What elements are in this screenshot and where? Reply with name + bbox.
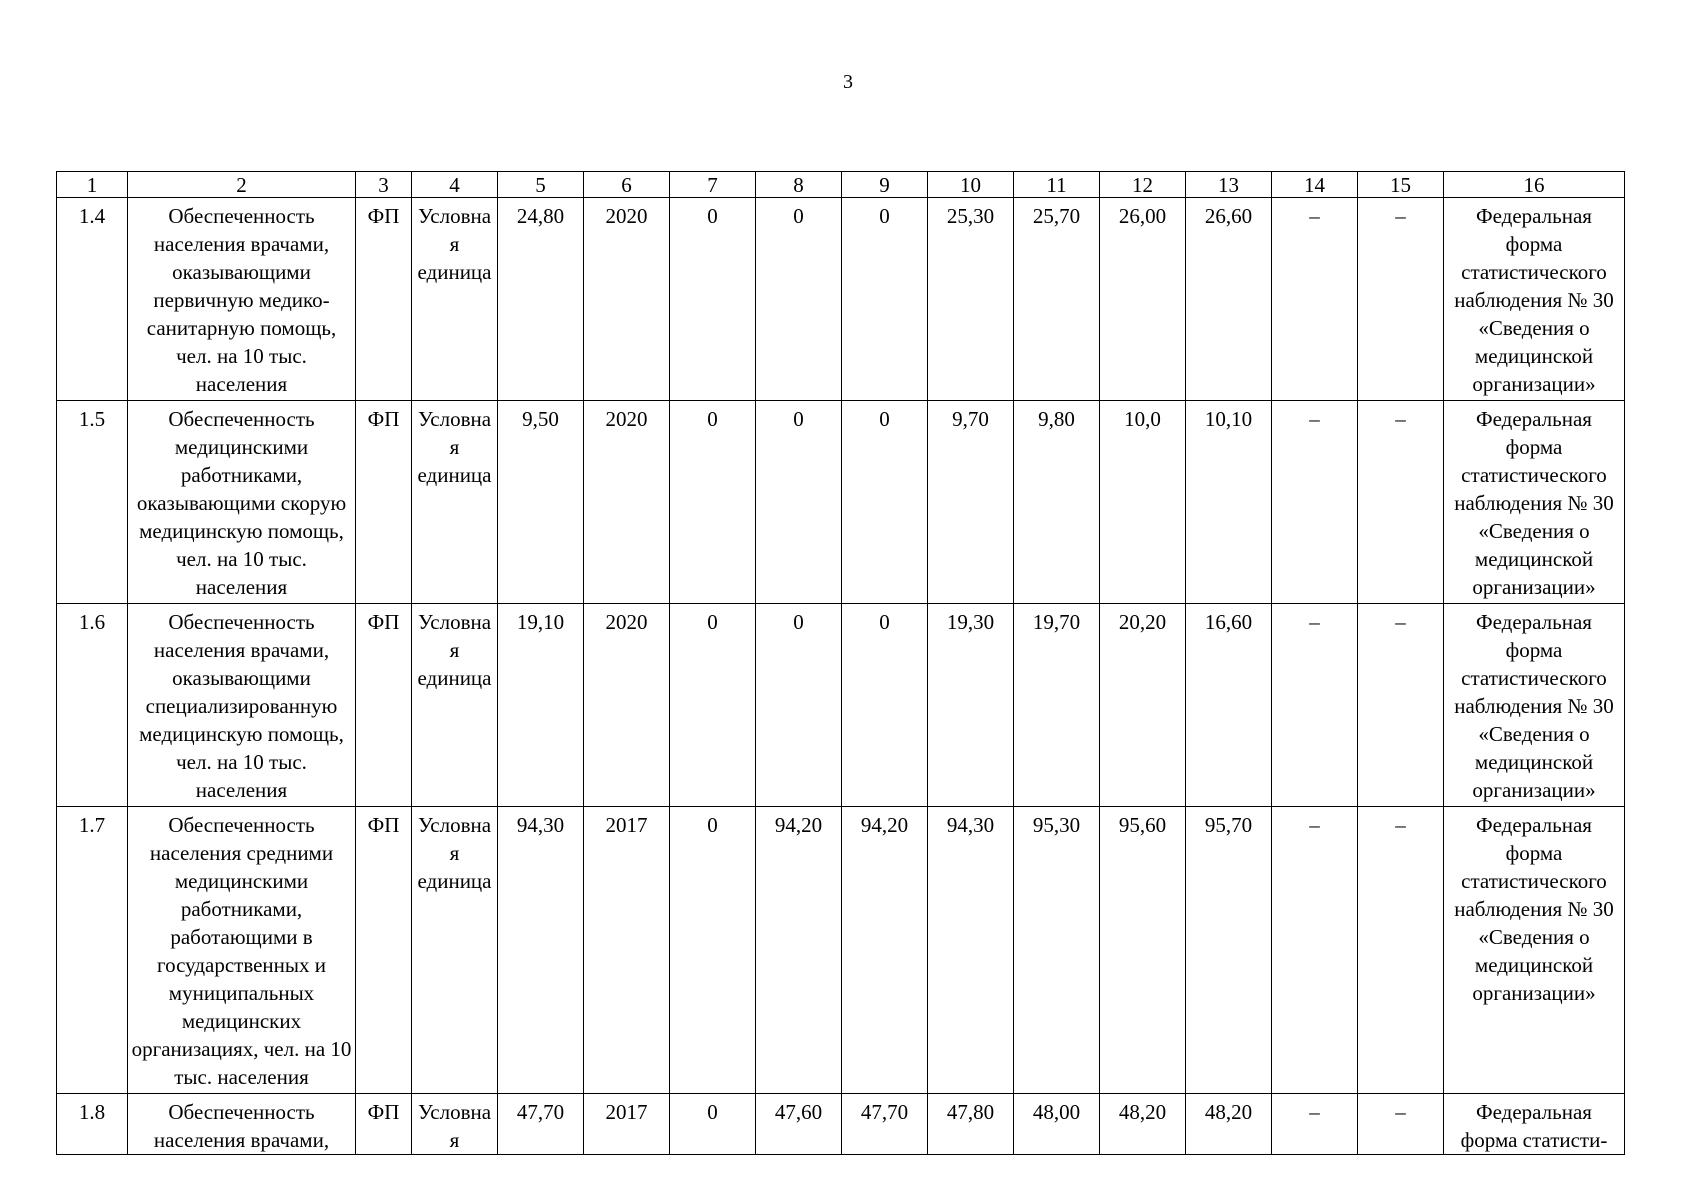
table-cell: 10,0 xyxy=(1100,401,1186,604)
column-header: 10 xyxy=(928,172,1014,198)
table-cell: 1.8 xyxy=(57,1094,128,1155)
table-cell: Обеспеченность населения врачами, xyxy=(128,1094,356,1155)
table-cell: 16,60 xyxy=(1186,604,1272,807)
table-cell: ФП xyxy=(356,1094,412,1155)
header-row xyxy=(57,172,1625,198)
column-header: 4 xyxy=(412,172,498,198)
column-header: 11 xyxy=(1014,172,1100,198)
column-header: 9 xyxy=(842,172,928,198)
table-cell: 48,20 xyxy=(1100,1094,1186,1155)
table-cell: 24,80 xyxy=(498,198,584,401)
table-cell: 2017 xyxy=(584,1094,670,1155)
table-cell: – xyxy=(1272,604,1358,807)
table-cell: 47,70 xyxy=(498,1094,584,1155)
table-cell: 1.4 xyxy=(57,198,128,401)
table-cell: 25,30 xyxy=(928,198,1014,401)
table-cell: – xyxy=(1272,807,1358,1094)
column-header: 12 xyxy=(1100,172,1186,198)
table-cell: 9,70 xyxy=(928,401,1014,604)
table-cell: – xyxy=(1358,401,1444,604)
table-cell: – xyxy=(1358,198,1444,401)
table-cell: Обеспеченность населения средними медицинскими работниками, работающими в государственных и муниципальных медицинских организациях, чел. на 10 тыс. населения xyxy=(128,807,356,1094)
column-header: 3 xyxy=(356,172,412,198)
table-row xyxy=(57,401,1625,604)
table-cell: 0 xyxy=(842,604,928,807)
column-header: 7 xyxy=(670,172,756,198)
table-cell: 0 xyxy=(842,401,928,604)
table-cell: ФП xyxy=(356,604,412,807)
table-cell: 94,30 xyxy=(498,807,584,1094)
table-cell: 0 xyxy=(756,604,842,807)
table-cell: 19,30 xyxy=(928,604,1014,807)
table-cell: 95,60 xyxy=(1100,807,1186,1094)
column-header: 2 xyxy=(128,172,356,198)
table-cell: Условная xyxy=(412,1094,498,1155)
table-cell: Федеральная форма статистического наблюдения № 30 «Сведения о медицинской организации» xyxy=(1444,401,1625,604)
table-cell: 19,10 xyxy=(498,604,584,807)
table-cell: Обеспеченность медицинскими работниками, оказывающими скорую медицинскую помощь, чел. на 10 тыс. населения xyxy=(128,401,356,604)
table-row xyxy=(57,604,1625,807)
table-cell: Федеральная форма статистического наблюдения № 30 «Сведения о медицинской организации» xyxy=(1444,807,1625,1094)
table-cell: 26,00 xyxy=(1100,198,1186,401)
table-cell: 0 xyxy=(670,198,756,401)
table-cell: Обеспеченность населения врачами, оказывающими первичную медико-санитарную помощь, чел. на 10 тыс. населения xyxy=(128,198,356,401)
table-cell: 1.6 xyxy=(57,604,128,807)
table-cell: 94,20 xyxy=(842,807,928,1094)
column-header: 1 xyxy=(57,172,128,198)
table-cell: 94,20 xyxy=(756,807,842,1094)
table-cell: Федеральная форма статисти- xyxy=(1444,1094,1625,1155)
table-cell: ФП xyxy=(356,807,412,1094)
table-cell: Условная единица xyxy=(412,604,498,807)
table-row xyxy=(57,807,1625,1094)
table-cell: – xyxy=(1358,604,1444,807)
table-cell: 95,30 xyxy=(1014,807,1100,1094)
table-cell: 2017 xyxy=(584,807,670,1094)
table-cell: 25,70 xyxy=(1014,198,1100,401)
table-cell: Федеральная форма статистического наблюдения № 30 «Сведения о медицинской организации» xyxy=(1444,198,1625,401)
table-cell: – xyxy=(1272,401,1358,604)
column-header: 5 xyxy=(498,172,584,198)
table-cell: 48,20 xyxy=(1186,1094,1272,1155)
table-cell: – xyxy=(1272,1094,1358,1155)
table-cell: 47,80 xyxy=(928,1094,1014,1155)
table-row xyxy=(57,198,1625,401)
table-cell: 19,70 xyxy=(1014,604,1100,807)
table-cell: 0 xyxy=(670,401,756,604)
table-cell: 47,70 xyxy=(842,1094,928,1155)
table-cell: Условная единица xyxy=(412,807,498,1094)
table-cell: 1.5 xyxy=(57,401,128,604)
table-cell: 2020 xyxy=(584,604,670,807)
table-cell: – xyxy=(1272,198,1358,401)
table-cell: 9,80 xyxy=(1014,401,1100,604)
table-cell: 0 xyxy=(670,807,756,1094)
table-cell: 0 xyxy=(842,198,928,401)
column-header: 13 xyxy=(1186,172,1272,198)
table-cell: 10,10 xyxy=(1186,401,1272,604)
table-cell: 0 xyxy=(756,198,842,401)
column-header: 14 xyxy=(1272,172,1358,198)
table-cell: – xyxy=(1358,1094,1444,1155)
table-cell: Обеспеченность населения врачами, оказывающими специализированную медицинскую помощь, чел. на 10 тыс. населения xyxy=(128,604,356,807)
table-cell: 9,50 xyxy=(498,401,584,604)
table-cell: 26,60 xyxy=(1186,198,1272,401)
table-cell: 0 xyxy=(670,1094,756,1155)
table-cell: Федеральная форма статистического наблюдения № 30 «Сведения о медицинской организации» xyxy=(1444,604,1625,807)
table-cell: 20,20 xyxy=(1100,604,1186,807)
table-cell: 2020 xyxy=(584,401,670,604)
column-header: 16 xyxy=(1444,172,1625,198)
page-number: 3 xyxy=(843,71,853,93)
table-cell: Условная единица xyxy=(412,401,498,604)
table-cell: 0 xyxy=(670,604,756,807)
table-row xyxy=(57,1094,1625,1155)
column-header: 15 xyxy=(1358,172,1444,198)
table-cell: ФП xyxy=(356,198,412,401)
table-cell: 48,00 xyxy=(1014,1094,1100,1155)
table-cell: Условная единица xyxy=(412,198,498,401)
table-cell: 47,60 xyxy=(756,1094,842,1155)
table-cell: 1.7 xyxy=(57,807,128,1094)
table-cell: – xyxy=(1358,807,1444,1094)
table-cell: 0 xyxy=(756,401,842,604)
indicators-table xyxy=(56,171,1625,1155)
table-cell: 95,70 xyxy=(1186,807,1272,1094)
column-header: 6 xyxy=(584,172,670,198)
table-cell: 94,30 xyxy=(928,807,1014,1094)
table-cell: ФП xyxy=(356,401,412,604)
table-cell: 2020 xyxy=(584,198,670,401)
column-header: 8 xyxy=(756,172,842,198)
